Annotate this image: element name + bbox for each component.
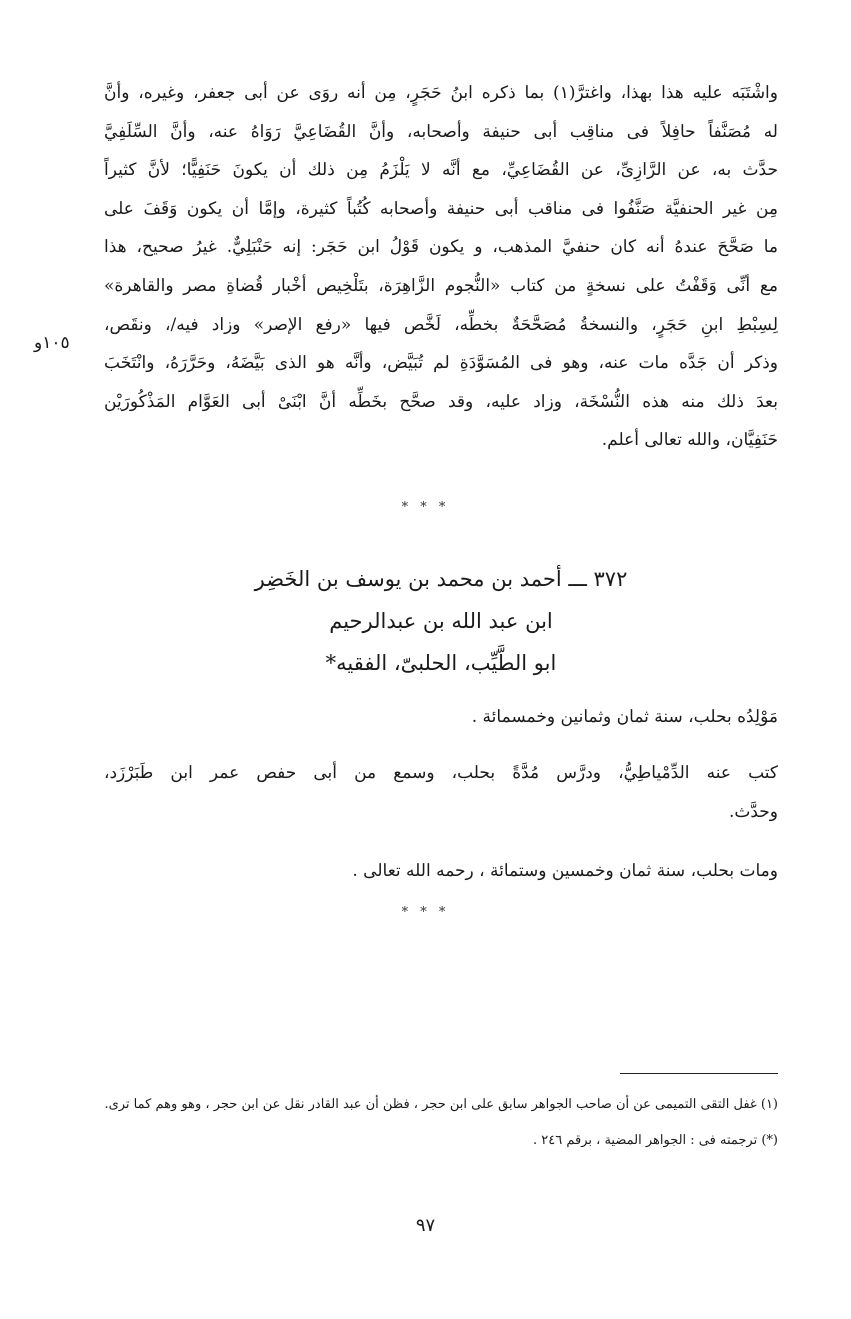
manuscript-folio-note: ١٠٥و (34, 333, 70, 353)
paragraph-line: حدَّث به، عن الرَّازِىِّ، عن القُضَاعِيِّ، مع أنَّه لا يَلْزَمُ مِن ذلك أن يكونَ حَنَفِيًّا؛ لأنَّ كثيراً (104, 160, 778, 181)
top-paragraph (104, 74, 778, 460)
entry-title-line: ابن عبد الله بن عبدالرحيم (329, 609, 553, 633)
paragraph-line: وذكر أن جَدَّه مات عنه، وهو فى المُسَوَّدَةِ لم تُبَيَّض، وأنَّه هو الذى بَيَّضَهُ، وحَرَّرَهُ، وانْتَخَبَ (104, 353, 778, 374)
paragraph-line: بعدَ ذلك منه هذه النُّسْخَة، وزاد عليه، وقد صحَّح بخَطِّه أنَّ ابْنَىْ أبى العَوَّام المَذْكُورَيْن (104, 391, 778, 412)
footnote-divider (620, 1073, 778, 1074)
birth-paragraph (104, 698, 778, 737)
paragraph-line: وحدَّث. (728, 801, 778, 822)
paragraph-line: لِسِبْطِ ابنِ حَجَرٍ، والنسخةُ مُصَحَّحَةٌ بخطِّه، لَخَّص فيها «رفع الإصر» وزاد فيه/، ونقَص، (104, 314, 778, 335)
paragraph-line: مِن غير الحنفيَّة صَنَّفُوا فى مناقب أبى حنيفة وأصحابه كُتُباً كثيرة، وإمَّا أن يكون وَقَفَ على (104, 198, 778, 219)
paragraph-line: مَوْلِدُه بحلب، سنة ثمان وثمانين وخمسمائة . (471, 707, 778, 727)
death-paragraph (104, 852, 778, 891)
section-separator: * * * (401, 500, 450, 515)
footnotes (104, 1092, 778, 1154)
paragraph-line: واشْتَبَه عليه هذا بهذا، واغترَّ(١) بما ذكره ابنُ حَجَرٍ، مِن أنه روَى عن أبى جعفر، وغيره، وأنَّ (104, 83, 778, 103)
page-number: ٩٧ (415, 1215, 436, 1236)
entry-heading (104, 558, 778, 684)
paragraph-line: مع أنِّى وَقَفْتُ على نسخةٍ من كتاب «النُّجوم الزَّاهِرَة، بتَلْخِيص أخْبار قُضاةِ مصر والقاهرة» (104, 275, 778, 296)
paragraph-line: ومات بحلب، سنة ثمان وخمسين وستمائة ، رحمه الله تعالى . (352, 861, 778, 881)
study-paragraph (104, 754, 778, 831)
section-separator: * * * (401, 905, 450, 920)
entry-title-line: ٣٧٢ ـــ أحمد بن محمد بن يوسف بن الخَضِر (254, 567, 628, 591)
paragraph-line: له مُصَنَّفاً حافِلاً فى مناقِب أبى حنيفة وأصحابه، وأنَّ القُضَاعِيَّ رَوَاهُ عنه، وأنَّ السِّلَفِيَّ (104, 121, 778, 142)
paragraph-line: كتب عنه الدِّمْياطِيُّ، ودرَّس مُدَّةً بحلب، وسمع من أبى حفص عمر ابن طَبَرْزَد، (104, 763, 778, 783)
footnote: (١) غفل التقى التميمى عن أن صاحب الجواهر سابق على ابن حجر ، فظن أن عبد القادر نقل عن ابن حجر ، وهو وهم كما ترى. (104, 1097, 778, 1112)
paragraph-line: ما صَحَّحَ عندهُ أنه كان حنفيَّ المذهب، و يكون قَوْلُ ابن حَجَر: إنه حَنْبَلِيٌّ. غيرُ صحيح، هذا (104, 237, 778, 258)
entry-title-line: ابو الطَّيِّب، الحلبىّ، الفقيه* (325, 651, 557, 675)
footnote: (*) ترجمته فى : الجواهر المضية ، برقم ٢٤٦ . (532, 1133, 778, 1148)
paragraph-line: حَنَفِيَّان، والله تعالى أعلم. (601, 430, 778, 451)
